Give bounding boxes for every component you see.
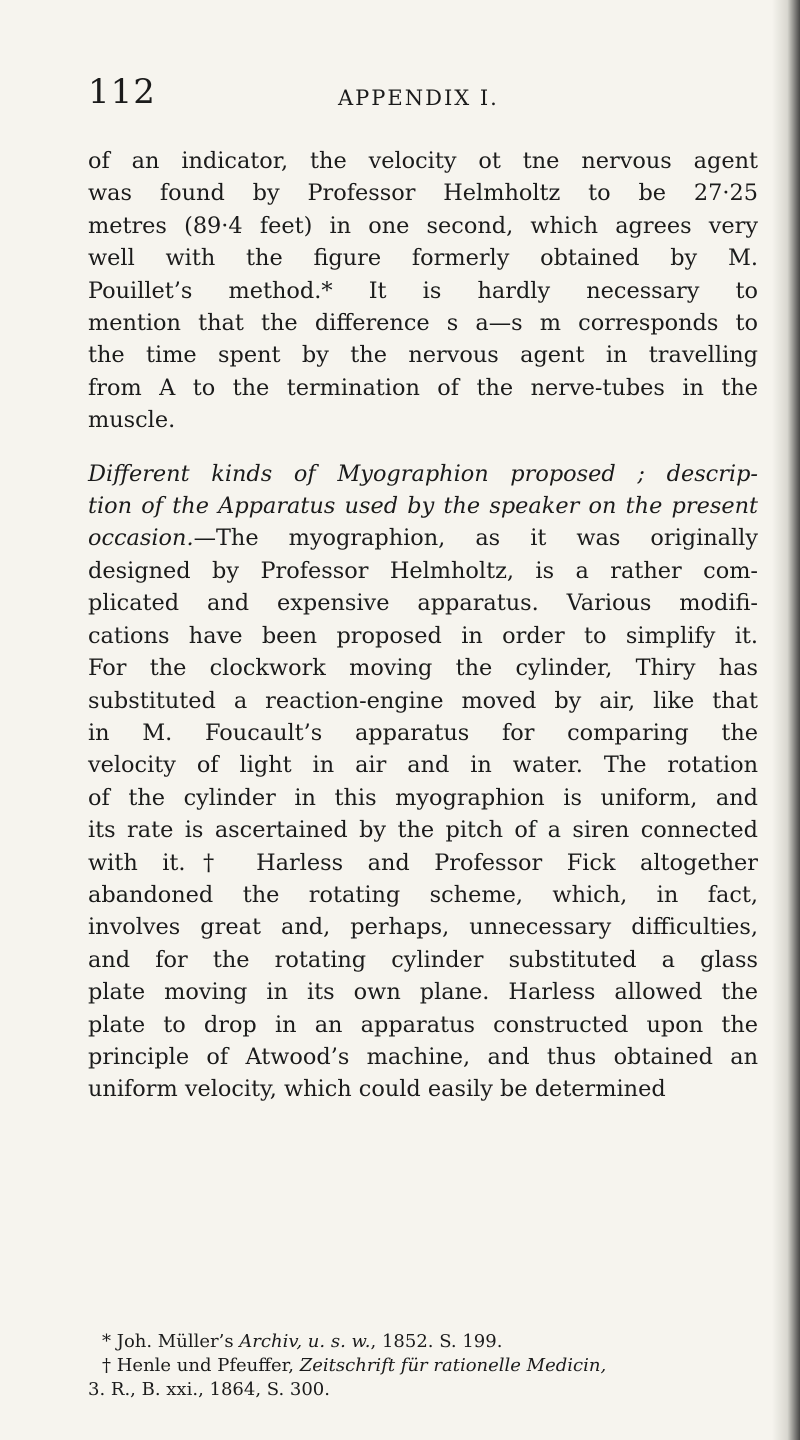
text-line: velocity of light in air and in water. The rotation (88, 752, 758, 779)
text-line: was found by Professor Helmholtz to be 27·25 (88, 180, 758, 207)
footnote-1-title: Archiv, u. s. w. (239, 1331, 371, 1352)
footnote-2-continued: 3. R., B. xxi., 1864, S. 300. (88, 1379, 330, 1400)
page-header (88, 72, 748, 112)
text-line: metres (89·4 feet) in one second, which agrees very (88, 212, 758, 239)
text-line: of the cylinder in this myographion is uniform, and (88, 784, 758, 811)
footnote-2-title: Zeitschrift für rationelle Medicin, (299, 1355, 607, 1376)
section-heading-italic: occasion. (88, 525, 194, 552)
section-heading-line: tion of the Apparatus used by the speaker on the present (88, 493, 758, 520)
text-line: involves great and, perhaps, unnecessary difficulties, (88, 914, 758, 941)
section-heading-line (88, 522, 758, 554)
footnote-1-prefix: * Joh. Müller’s (102, 1331, 240, 1352)
footnote-1 (88, 1330, 758, 1354)
footnote-2-prefix: † Henle und Pfeuffer, (102, 1355, 300, 1376)
text-line: in M. Foucault’s apparatus for comparing the (88, 719, 758, 746)
text-line: cations have been proposed in order to simplify it. (88, 622, 758, 649)
text-line: designed by Professor Helmholtz, is a rather com- (88, 557, 758, 584)
paragraph-1 (88, 145, 758, 437)
text-line: with it.† Harless and Professor Fick altogether (88, 849, 758, 876)
text-line: For the clockwork moving the cylinder, Thiry has (88, 655, 758, 682)
paragraph-2 (88, 458, 758, 1106)
text-line: plate to drop in an apparatus constructed upon the (88, 1011, 758, 1038)
page-number: 112 (88, 72, 156, 112)
running-head: APPENDIX I. (338, 86, 499, 110)
text-line: principle of Atwood’s machine, and thus obtained an (88, 1043, 758, 1070)
text-line: well with the figure formerly obtained by M. (88, 245, 758, 272)
section-heading-line: Different kinds of Myographion proposed ; descrip- (88, 460, 758, 487)
text-line: of an indicator, the velocity ot tne nervous agent (88, 148, 758, 174)
text-line: its rate is ascertained by the pitch of a siren connected (88, 817, 758, 844)
text-line: abandoned the rotating scheme, which, in fact, (88, 881, 758, 908)
footnote-1-suffix: , 1852. S. 199. (370, 1331, 503, 1352)
text-line: the time spent by the nervous agent in travelling (88, 342, 758, 369)
text-line: Pouillet’s method.* It is hardly necessary to (88, 277, 758, 304)
text-line: plicated and expensive apparatus. Various modifi- (88, 590, 758, 617)
text-line: substituted a reaction-engine moved by air, like that (88, 687, 758, 714)
page-edge-shadow (772, 0, 800, 1440)
text-line: from A to the termination of the nerve-tubes in the (88, 374, 758, 401)
text-line: mention that the difference s a—s m corresponds to (88, 310, 758, 337)
text-line: muscle. (88, 407, 176, 434)
footnote-2 (88, 1354, 758, 1378)
section-heading-rest: —The myographion, as it was originally (193, 525, 758, 552)
text-line: uniform velocity, which could easily be determined (88, 1076, 666, 1103)
body-text (88, 145, 758, 1106)
text-line: plate moving in its own plane. Harless allowed the (88, 979, 758, 1006)
footnotes (88, 1330, 758, 1402)
text-line: and for the rotating cylinder substituted a glass (88, 946, 758, 973)
